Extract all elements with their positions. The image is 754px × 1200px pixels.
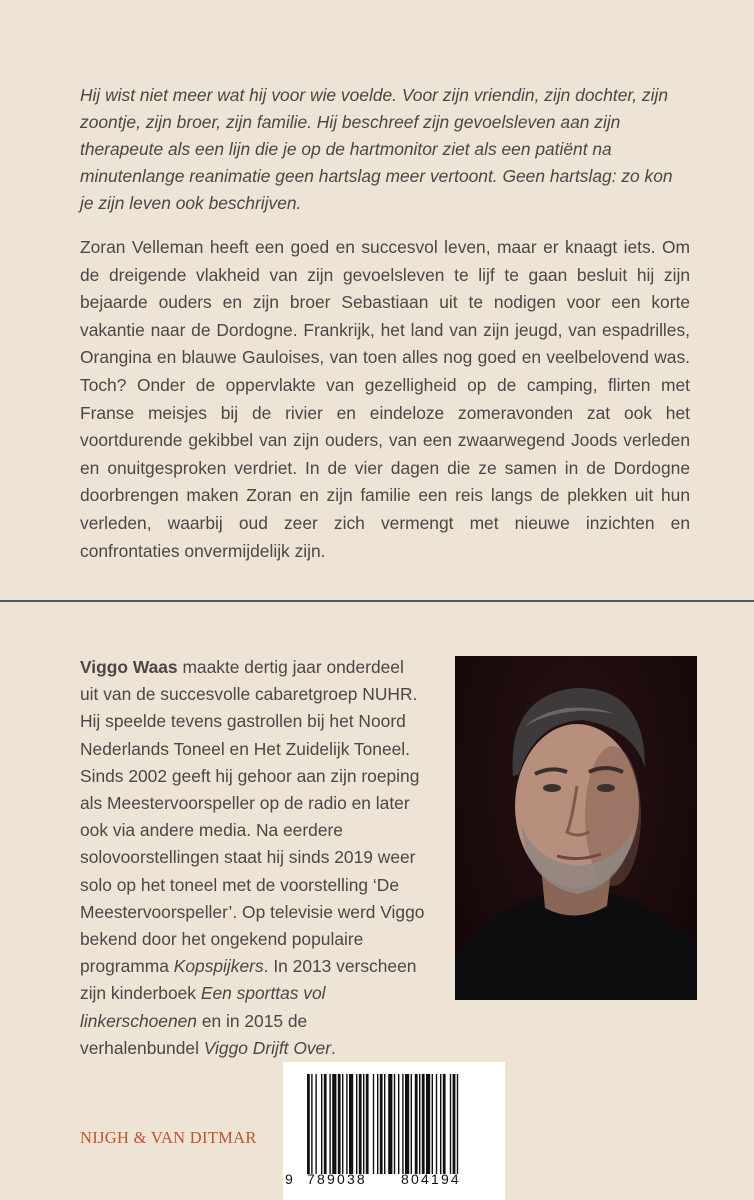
book-synopsis: Zoran Velleman heeft een goed en succesvol leven, maar er knaagt iets. Om de dreigende vlakheid van zijn gevoelsleven te lijf te gaan besluit hij zijn bejaarde ouders en zijn broer Sebastiaan uit te nodigen voor een korte vakantie naar de Dordogne. Frankrijk, het land van zijn jeugd, van espadrilles, Orangina en blauwe Gauloises, van toen alles nog goed en veelbelovend was. Toch? Onder de oppervlakte van gezelligheid op de camping, flirten met Franse meisjes bij de rivier en eindeloze zomeravonden zat ook het voortdurende gekibbel van zijn ouders, van een zwaarwegend Joods verleden en onuitgesproken verdriet. In de vier dagen die ze samen in de Dordogne doorbrengen maken Zoran en zijn familie een reis langs de plekken uit hun verleden, waarbij oud zeer zich vermengt met nieuwe inzichten en confrontaties onvermijdelijk zijn. [80, 237, 690, 561]
bio-text-3: en in 2015 de verhalenbundel [80, 1010, 308, 1058]
bio-title-kopspijkers: Kopspijkers [173, 956, 264, 977]
isbn-barcode [283, 1062, 505, 1200]
barcode-right-group: 804194 [401, 1171, 461, 1187]
barcode-left-group: 789038 [307, 1171, 367, 1187]
bio-title-sporttas: Een sporttas vol linkerschoenen [80, 983, 326, 1031]
bio-title-drijft-over: Viggo Drijft Over [203, 1037, 332, 1058]
bio-text-1: maakte dertig jaar onderdeel uit van de succesvolle cabaretgroep NUHR. Hij speelde tevens gastrollen bij het Noord Nederlands Toneel en Het Zuidelijk Toneel. Sinds 2002 geeft hij gehoor aan zijn roeping als Meestervoorspeller op de radio en later ook via andere media. Na eerdere solovoorstellingen staat hij sinds 2019 weer solo op het toneel met de voorstelling ‘De Meestervoorspeller’. Op televisie werd Viggo bekend door het ongekend populaire programma [80, 657, 425, 977]
cover-quote: Hij wist niet meer wat hij voor wie voelde. Voor zijn vriendin, zijn dochter, zijn zoontje, zijn broer, zijn familie. Hij beschreef zijn gevoelsleven aan zijn therapeute als een lijn die je op de hartmonitor ziet als een patiënt na minutenlange reanimatie geen hartslag meer vertoont. Geen hartslag: zo kon je zijn leven ook beschrijven. [80, 85, 673, 213]
author-photo [455, 656, 697, 1000]
barcode-bars [293, 1074, 495, 1174]
author-bio [80, 654, 425, 1062]
bio-text-2: . In 2013 verscheen zijn kinderboek [80, 956, 417, 1004]
bio-text-4: . [331, 1037, 336, 1058]
publisher-logo: NIJGH & VAN DITMAR [80, 1128, 257, 1147]
section-divider [0, 600, 754, 602]
barcode-first-digit: 9 [285, 1171, 295, 1187]
author-name: Viggo Waas [80, 657, 178, 677]
